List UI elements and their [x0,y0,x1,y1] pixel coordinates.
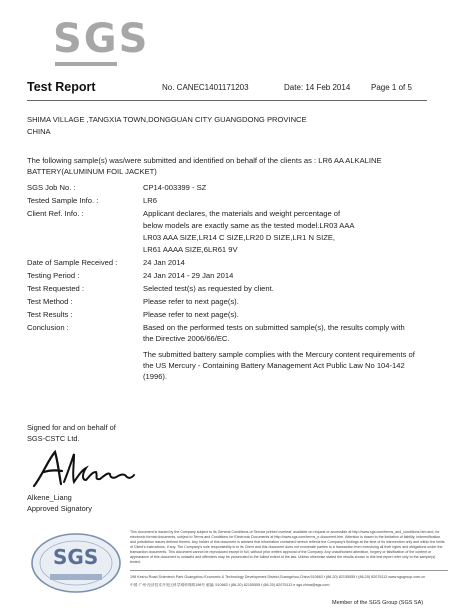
field-label: Test Method : [27,297,73,306]
conclusion-paragraph [143,349,415,382]
field-value: 24 Jan 2014 - 29 Jan 2014 [143,271,234,280]
page-indicator: Page 1 of 5 [371,83,412,92]
address-line-1: SHIMA VILLAGE ,TANGXIA TOWN,DONGGUAN CITY GUANGDONG PROVINCE [27,115,307,124]
field-label: SGS Job No. : [27,183,76,192]
field-label: Test Requested : [27,284,84,293]
signed-for-line-2: SGS-CSTC Ltd. [27,434,80,443]
field-value: LR03 AAA SIZE,LR14 C SIZE,LR20 D SIZE,LR1 N SIZE, [143,233,336,242]
sgs-logo: SGS [53,16,150,62]
footer-disclaimer: This document is issued by the Company subject to its General Conditions of Service printed overleaf, available on request or accessible at http://www.sgs.com/terms_and_conditions.htm and, for electronic format documents, subject to Terms and Conditions for Electronic Documents at http://www.sgs.com/terms_e-document.htm. Attention is drawn to the limitation of liability, indemnification and jurisdiction issues defined therein. Any holder of this document is advised that information contained hereon reflects the Company's findings at the time of its intervention only and within the limits of Client's instructions, if any. The Company's sole responsibility is to its Client and this document does not exonerate parties to a transaction from exercising all their rights and obligations under the transaction documents. This document cannot be reproduced except in full, without prior written approval of the Company. Any unauthorized alteration, forgery or falsification of the content or appearance of this document is unlawful and offenders may be prosecuted to the fullest extent of the law. Unless otherwise stated the results shown in this test report refer only to the sample(s) tested. [130,530,445,564]
field-value: 24 Jan 2014 [143,258,185,267]
conclusion-line: The submitted battery sample complies with the Mercury content requirements of [143,350,415,359]
address-line-2: CHINA [27,127,51,136]
client-address [27,114,307,138]
conclusion-line: the US Mercury - Containing Battery Management Act Public Law No 104-142 [143,361,405,370]
report-number: No. CANEC1401171203 [162,83,249,92]
header-divider [27,100,427,101]
signed-for-line-1: Signed for and on behalf of [27,423,116,432]
footer-divider [130,570,448,571]
field-value: LR61 AAAA SIZE,6LR61 9V [143,245,238,254]
signed-for [27,422,116,444]
intro-paragraph: The following sample(s) was/were submitted and identified on behalf of the clients as : LR6 AA ALKALINE BATTERY(ALUMINUM FOIL JACKET) [27,156,382,176]
field-label: Test Results : [27,310,73,319]
conclusion-line: (1996). [143,372,168,381]
field-value: Selected test(s) as requested by client. [143,284,274,293]
logo-underline [55,62,117,66]
field-value: Applicant declares, the materials and weight percentage of [143,209,341,218]
field-value: Please refer to next page(s). [143,310,239,319]
field-label: Client Ref. Info. : [27,209,84,218]
field-value: CP14-003399 - SZ [143,183,207,192]
field-value: the Directive 2006/66/EC. [143,334,230,343]
footer-address-en: 198 Kezhu Road,Scientech Park Guangzhou Economic & Technology Development District,Guangzhou,China 510663 t (86-20) 82155555 f (86-20) 82075113 www.sgsgroup.com.cn [130,575,426,579]
footer-address-cn: 中国·广州·经济技术开发区科学城科珠路198号 邮编: 510663 t (86-20) 82155555 f (86-20) 82075113 e sgs.china@sgs.com [130,583,330,587]
field-label: Testing Period : [27,271,80,280]
handwritten-signature [28,446,138,492]
field-label: Date of Sample Received : [27,258,118,267]
field-label: Tested Sample Info. : [27,196,99,205]
signatory [27,492,92,514]
field-value: Based on the performed tests on submitted sample(s), the results comply with [143,323,405,332]
report-title: Test Report [27,80,96,94]
field-value: LR6 [143,196,157,205]
stamp-logo-text: SGS [53,545,99,569]
field-label: Conclusion : [27,323,69,332]
signatory-name: Alkene_Liang [27,493,72,502]
field-value: below models are exactly same as the tested model.LR03 AAA [143,221,355,230]
footer-member: Member of the SGS Group (SGS SA) [332,600,424,606]
signatory-role: Approved Signatory [27,504,92,513]
field-value: Please refer to next page(s). [143,297,239,306]
report-date: Date: 14 Feb 2014 [284,83,351,92]
